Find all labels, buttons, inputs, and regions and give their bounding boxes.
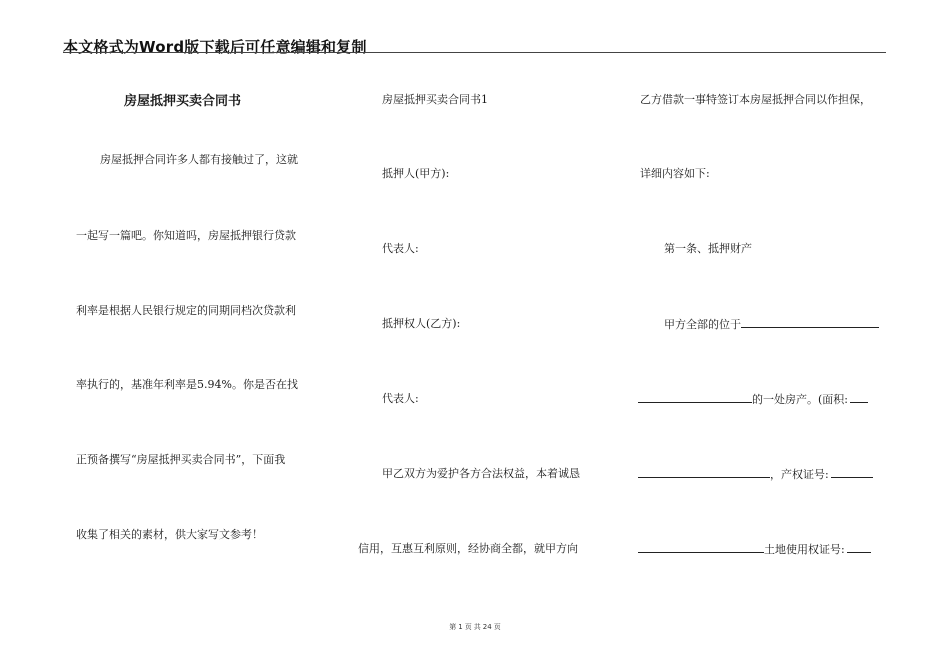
intro-line-3: 利率是根据人民银行规定的同期同档次贷款利 (76, 304, 296, 317)
title-cert-blank (831, 467, 873, 478)
mortgagee-label: 抵押权人(乙方): (382, 317, 461, 330)
intro-line-2: 一起写一篇吧。你知道吗，房屋抵押银行贷款 (76, 229, 296, 242)
intro-line-6: 收集了相关的素材，供大家写文参考！ (76, 528, 263, 541)
footer-page-word: 页 (464, 623, 472, 631)
footer-total-word: 共 (473, 623, 481, 631)
location-blank (741, 317, 879, 328)
area-line (638, 392, 868, 407)
banner-notice: 本文格式为Word版下载后可任意编辑和复制 (63, 38, 367, 56)
section-heading: 房屋抵押买卖合同书1 (382, 93, 488, 106)
mortgagor-label: 抵押人(甲方): (382, 167, 450, 180)
title-cert-value-blank (638, 542, 764, 553)
right-line-1: 乙方借款一事特签订本房屋抵押合同以作担保， (640, 93, 871, 106)
land-cert-blank (847, 542, 871, 553)
intro-line-5: 正预备撰写“房屋抵押买卖合同书”，下面我 (76, 453, 286, 466)
page-footer (0, 622, 950, 632)
footer-prefix: 第 (449, 623, 457, 631)
left-column (76, 0, 321, 672)
representative-label-2: 代表人: (382, 392, 419, 405)
area-value-blank (638, 467, 770, 478)
location-prefix: 甲方全部的位于 (664, 318, 741, 331)
article-heading: 第一条、抵押财产 (664, 242, 752, 255)
agreement-line-1: 甲乙双方为爱护各方合法权益，本着诚恳 (382, 467, 580, 480)
title-cert-text: ，产权证号: (770, 468, 829, 481)
middle-column (356, 0, 606, 672)
representative-label-1: 代表人: (382, 242, 419, 255)
location-line (664, 317, 879, 332)
area-blank (850, 392, 868, 403)
right-line-2: 详细内容如下: (640, 167, 710, 180)
land-cert-line (638, 542, 871, 557)
intro-line-4: 率执行的，基准年利率是5.94%。你是否在找 (76, 378, 298, 391)
title-cert-line (638, 467, 873, 482)
footer-page-number: 1 (458, 623, 463, 631)
address-blank (638, 392, 752, 403)
document-title: 房屋抵押买卖合同书 (124, 94, 242, 109)
intro-line-1: 房屋抵押合同许多人都有接触过了，这就 (100, 153, 298, 166)
footer-total-pages: 24 (482, 623, 492, 631)
land-cert-text: 土地使用权证号: (764, 543, 845, 556)
right-column (638, 0, 888, 672)
agreement-line-2: 信用，互惠互利原则，经协商全都，就甲方向 (358, 542, 578, 555)
area-text: 的一处房产。(面积: (752, 393, 848, 406)
footer-suffix: 页 (493, 623, 501, 631)
